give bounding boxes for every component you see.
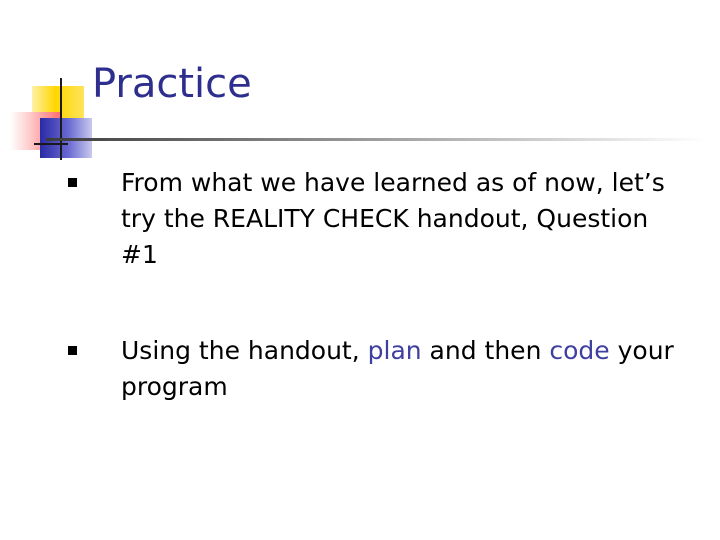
square-bullet-icon — [68, 178, 77, 187]
decor-short-line — [34, 143, 68, 145]
bullet-2-text-middle: and then — [421, 336, 550, 365]
slide-title: Practice — [92, 61, 252, 107]
highlight-code: code — [549, 336, 610, 365]
title-underline — [46, 138, 706, 141]
bullet-2-text-after: your program — [121, 336, 674, 401]
highlight-plan: plan — [367, 336, 422, 365]
bullet-text-2 — [121, 333, 681, 405]
bullet-text-1: From what we have learned as of now, let’s try the REALITY CHECK handout, Question #1 — [121, 168, 665, 269]
decor-vertical-line — [60, 78, 62, 160]
bullet-2-text-before: Using the handout, — [121, 336, 368, 365]
square-bullet-icon — [68, 346, 77, 355]
